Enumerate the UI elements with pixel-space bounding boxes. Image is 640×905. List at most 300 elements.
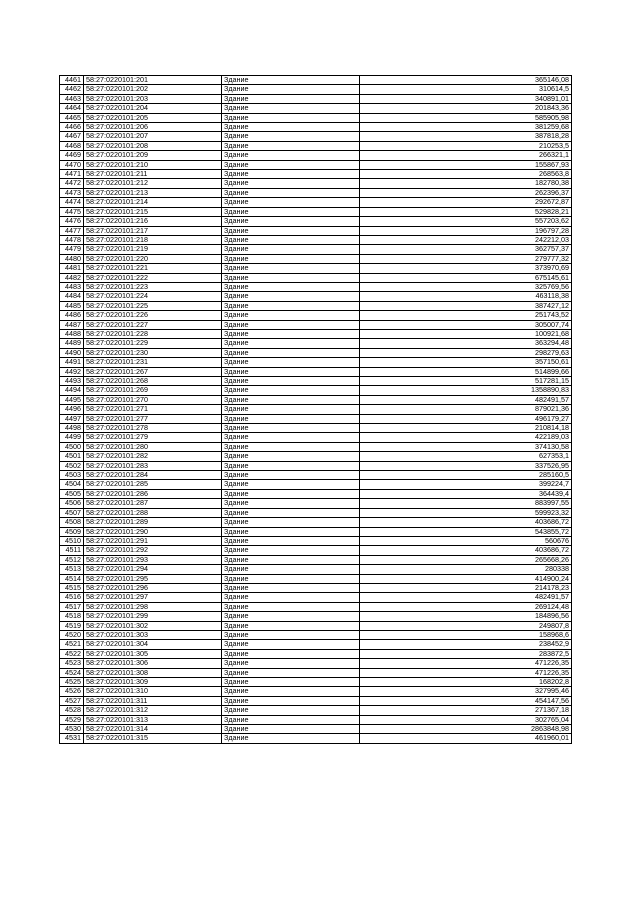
row-number-cell: 4496 <box>60 405 84 414</box>
cadastral-value-cell: 463118,38 <box>360 292 572 301</box>
cadastral-number-cell: 58:27:0220101:208 <box>84 141 222 150</box>
cadastral-value-cell: 403686,72 <box>360 546 572 555</box>
cadastral-value-cell: 471226,35 <box>360 668 572 677</box>
object-type-cell: Здание <box>222 132 360 141</box>
object-type-cell: Здание <box>222 151 360 160</box>
object-type-cell: Здание <box>222 329 360 338</box>
row-number-cell: 4491 <box>60 358 84 367</box>
object-type-cell: Здание <box>222 574 360 583</box>
object-type-cell: Здание <box>222 602 360 611</box>
cadastral-number-cell: 58:27:0220101:210 <box>84 160 222 169</box>
cadastral-value-cell: 210253,5 <box>360 141 572 150</box>
cadastral-value-cell: 387427,12 <box>360 301 572 310</box>
cadastral-number-cell: 58:27:0220101:201 <box>84 76 222 85</box>
table-row <box>60 207 572 216</box>
cadastral-number-cell: 58:27:0220101:206 <box>84 123 222 132</box>
cadastral-number-cell: 58:27:0220101:297 <box>84 593 222 602</box>
cadastral-number-cell: 58:27:0220101:219 <box>84 245 222 254</box>
object-type-cell: Здание <box>222 104 360 113</box>
row-number-cell: 4477 <box>60 226 84 235</box>
cadastral-number-cell: 58:27:0220101:287 <box>84 499 222 508</box>
table-row <box>60 471 572 480</box>
cadastral-number-cell: 58:27:0220101:291 <box>84 536 222 545</box>
cadastral-number-cell: 58:27:0220101:302 <box>84 621 222 630</box>
table-row <box>60 245 572 254</box>
row-number-cell: 4504 <box>60 480 84 489</box>
cadastral-number-cell: 58:27:0220101:213 <box>84 188 222 197</box>
object-type-cell: Здание <box>222 94 360 103</box>
row-number-cell: 4518 <box>60 612 84 621</box>
cadastral-value-cell: 529828,21 <box>360 207 572 216</box>
cadastral-number-cell: 58:27:0220101:312 <box>84 706 222 715</box>
cadastral-number-cell: 58:27:0220101:221 <box>84 264 222 273</box>
object-type-cell: Здание <box>222 76 360 85</box>
cadastral-value-cell: 2863848,98 <box>360 725 572 734</box>
table-row <box>60 508 572 517</box>
cadastral-value-cell: 271367,18 <box>360 706 572 715</box>
table-row <box>60 113 572 122</box>
table-row <box>60 160 572 169</box>
cadastral-value-cell: 585905,98 <box>360 113 572 122</box>
cadastral-value-cell: 387818,28 <box>360 132 572 141</box>
object-type-cell: Здание <box>222 377 360 386</box>
table-row <box>60 386 572 395</box>
row-number-cell: 4510 <box>60 536 84 545</box>
row-number-cell: 4473 <box>60 188 84 197</box>
row-number-cell: 4508 <box>60 518 84 527</box>
row-number-cell: 4494 <box>60 386 84 395</box>
cadastral-number-cell: 58:27:0220101:268 <box>84 377 222 386</box>
object-type-cell: Здание <box>222 320 360 329</box>
data-table <box>59 75 572 744</box>
table-row <box>60 574 572 583</box>
object-type-cell: Здание <box>222 706 360 715</box>
table-row <box>60 668 572 677</box>
table-row <box>60 367 572 376</box>
cadastral-value-cell: 266321,1 <box>360 151 572 160</box>
row-number-cell: 4465 <box>60 113 84 122</box>
row-number-cell: 4483 <box>60 282 84 291</box>
object-type-cell: Здание <box>222 433 360 442</box>
table-row <box>60 141 572 150</box>
cadastral-number-cell: 58:27:0220101:204 <box>84 104 222 113</box>
table-row <box>60 602 572 611</box>
cadastral-value-cell: 302765,04 <box>360 715 572 724</box>
object-type-cell: Здание <box>222 565 360 574</box>
row-number-cell: 4506 <box>60 499 84 508</box>
table-row <box>60 696 572 705</box>
cadastral-value-cell: 262396,37 <box>360 188 572 197</box>
cadastral-number-cell: 58:27:0220101:303 <box>84 630 222 639</box>
cadastral-value-cell: 454147,56 <box>360 696 572 705</box>
row-number-cell: 4516 <box>60 593 84 602</box>
cadastral-value-cell: 210814,18 <box>360 424 572 433</box>
object-type-cell: Здание <box>222 508 360 517</box>
row-number-cell: 4482 <box>60 273 84 282</box>
object-type-cell: Здание <box>222 687 360 696</box>
table-row <box>60 630 572 639</box>
row-number-cell: 4517 <box>60 602 84 611</box>
object-type-cell: Здание <box>222 461 360 470</box>
cadastral-number-cell: 58:27:0220101:282 <box>84 452 222 461</box>
object-type-cell: Здание <box>222 659 360 668</box>
table-row <box>60 715 572 724</box>
cadastral-number-cell: 58:27:0220101:220 <box>84 254 222 263</box>
cadastral-value-cell: 365146,08 <box>360 76 572 85</box>
cadastral-number-cell: 58:27:0220101:218 <box>84 235 222 244</box>
cadastral-number-cell: 58:27:0220101:270 <box>84 395 222 404</box>
object-type-cell: Здание <box>222 254 360 263</box>
cadastral-value-cell: 310614,5 <box>360 85 572 94</box>
object-type-cell: Здание <box>222 668 360 677</box>
row-number-cell: 4530 <box>60 725 84 734</box>
object-type-cell: Здание <box>222 536 360 545</box>
object-type-cell: Здание <box>222 621 360 630</box>
row-number-cell: 4526 <box>60 687 84 696</box>
object-type-cell: Здание <box>222 414 360 423</box>
table-row <box>60 555 572 564</box>
cadastral-number-cell: 58:27:0220101:305 <box>84 649 222 658</box>
table-row <box>60 489 572 498</box>
table-row <box>60 76 572 85</box>
row-number-cell: 4480 <box>60 254 84 263</box>
row-number-cell: 4478 <box>60 235 84 244</box>
table-row <box>60 546 572 555</box>
cadastral-number-cell: 58:27:0220101:289 <box>84 518 222 527</box>
row-number-cell: 4525 <box>60 678 84 687</box>
table-row <box>60 612 572 621</box>
row-number-cell: 4474 <box>60 198 84 207</box>
table-row <box>60 273 572 282</box>
cadastral-number-cell: 58:27:0220101:209 <box>84 151 222 160</box>
object-type-cell: Здание <box>222 583 360 592</box>
row-number-cell: 4470 <box>60 160 84 169</box>
object-type-cell: Здание <box>222 348 360 357</box>
cadastral-value-cell: 265668,26 <box>360 555 572 564</box>
table-body <box>60 76 572 744</box>
cadastral-value-cell: 514899,66 <box>360 367 572 376</box>
row-number-cell: 4466 <box>60 123 84 132</box>
table-row <box>60 433 572 442</box>
cadastral-value-cell: 675145,61 <box>360 273 572 282</box>
row-number-cell: 4507 <box>60 508 84 517</box>
object-type-cell: Здание <box>222 696 360 705</box>
table-row <box>60 320 572 329</box>
row-number-cell: 4505 <box>60 489 84 498</box>
cadastral-value-cell: 184896,56 <box>360 612 572 621</box>
object-type-cell: Здание <box>222 235 360 244</box>
row-number-cell: 4512 <box>60 555 84 564</box>
object-type-cell: Здание <box>222 273 360 282</box>
cadastral-value-cell: 414900,24 <box>360 574 572 583</box>
cadastral-value-cell: 251743,52 <box>360 311 572 320</box>
row-number-cell: 4514 <box>60 574 84 583</box>
cadastral-number-cell: 58:27:0220101:215 <box>84 207 222 216</box>
row-number-cell: 4500 <box>60 442 84 451</box>
table-row <box>60 461 572 470</box>
cadastral-number-cell: 58:27:0220101:203 <box>84 94 222 103</box>
cadastral-value-cell: 298279,63 <box>360 348 572 357</box>
object-type-cell: Здание <box>222 630 360 639</box>
object-type-cell: Здание <box>222 113 360 122</box>
row-number-cell: 4499 <box>60 433 84 442</box>
table-row <box>60 442 572 451</box>
row-number-cell: 4486 <box>60 311 84 320</box>
row-number-cell: 4529 <box>60 715 84 724</box>
cadastral-value-cell: 422189,03 <box>360 433 572 442</box>
object-type-cell: Здание <box>222 527 360 536</box>
object-type-cell: Здание <box>222 518 360 527</box>
cadastral-value-cell: 381259,68 <box>360 123 572 132</box>
object-type-cell: Здание <box>222 386 360 395</box>
row-number-cell: 4527 <box>60 696 84 705</box>
object-type-cell: Здание <box>222 282 360 291</box>
object-type-cell: Здание <box>222 442 360 451</box>
cadastral-value-cell: 557203,62 <box>360 217 572 226</box>
row-number-cell: 4498 <box>60 424 84 433</box>
row-number-cell: 4493 <box>60 377 84 386</box>
cadastral-number-cell: 58:27:0220101:285 <box>84 480 222 489</box>
table-row <box>60 254 572 263</box>
cadastral-number-cell: 58:27:0220101:283 <box>84 461 222 470</box>
cadastral-value-cell: 249807,8 <box>360 621 572 630</box>
cadastral-value-cell: 374130,58 <box>360 442 572 451</box>
cadastral-number-cell: 58:27:0220101:311 <box>84 696 222 705</box>
cadastral-value-cell: 363294,48 <box>360 339 572 348</box>
table-row <box>60 583 572 592</box>
cadastral-value-cell: 279777,32 <box>360 254 572 263</box>
row-number-cell: 4489 <box>60 339 84 348</box>
cadastral-number-cell: 58:27:0220101:269 <box>84 386 222 395</box>
cadastral-number-cell: 58:27:0220101:216 <box>84 217 222 226</box>
object-type-cell: Здание <box>222 480 360 489</box>
object-type-cell: Здание <box>222 725 360 734</box>
cadastral-value-cell: 327995,46 <box>360 687 572 696</box>
table-row <box>60 593 572 602</box>
row-number-cell: 4479 <box>60 245 84 254</box>
table-row <box>60 85 572 94</box>
cadastral-value-cell: 599923,32 <box>360 508 572 517</box>
row-number-cell: 4463 <box>60 94 84 103</box>
cadastral-value-cell: 471226,35 <box>360 659 572 668</box>
table-row <box>60 179 572 188</box>
cadastral-number-cell: 58:27:0220101:286 <box>84 489 222 498</box>
object-type-cell: Здание <box>222 226 360 235</box>
table-row <box>60 358 572 367</box>
table-row <box>60 687 572 696</box>
cadastral-value-cell: 543855,72 <box>360 527 572 536</box>
cadastral-number-cell: 58:27:0220101:207 <box>84 132 222 141</box>
cadastral-number-cell: 58:27:0220101:271 <box>84 405 222 414</box>
row-number-cell: 4501 <box>60 452 84 461</box>
table-row <box>60 565 572 574</box>
cadastral-number-cell: 58:27:0220101:295 <box>84 574 222 583</box>
object-type-cell: Здание <box>222 207 360 216</box>
table-row <box>60 217 572 226</box>
table-row <box>60 235 572 244</box>
table-row <box>60 659 572 668</box>
object-type-cell: Здание <box>222 123 360 132</box>
cadastral-value-cell: 496179,27 <box>360 414 572 423</box>
cadastral-number-cell: 58:27:0220101:293 <box>84 555 222 564</box>
object-type-cell: Здание <box>222 301 360 310</box>
cadastral-value-cell: 158968,6 <box>360 630 572 639</box>
cadastral-number-cell: 58:27:0220101:304 <box>84 640 222 649</box>
row-number-cell: 4485 <box>60 301 84 310</box>
cadastral-value-cell: 337526,95 <box>360 461 572 470</box>
row-number-cell: 4461 <box>60 76 84 85</box>
row-number-cell: 4467 <box>60 132 84 141</box>
object-type-cell: Здание <box>222 612 360 621</box>
object-type-cell: Здание <box>222 264 360 273</box>
cadastral-value-cell: 168202,8 <box>360 678 572 687</box>
row-number-cell: 4531 <box>60 734 84 743</box>
row-number-cell: 4471 <box>60 170 84 179</box>
table-row <box>60 640 572 649</box>
row-number-cell: 4524 <box>60 668 84 677</box>
cadastral-value-cell: 461960,01 <box>360 734 572 743</box>
row-number-cell: 4468 <box>60 141 84 150</box>
table-row <box>60 536 572 545</box>
table-row <box>60 226 572 235</box>
object-type-cell: Здание <box>222 198 360 207</box>
table-row <box>60 188 572 197</box>
cadastral-number-cell: 58:27:0220101:284 <box>84 471 222 480</box>
cadastral-number-cell: 58:27:0220101:217 <box>84 226 222 235</box>
table-row <box>60 452 572 461</box>
cadastral-value-cell: 362757,37 <box>360 245 572 254</box>
row-number-cell: 4490 <box>60 348 84 357</box>
cadastral-value-cell: 879021,36 <box>360 405 572 414</box>
table-row <box>60 480 572 489</box>
table-row <box>60 311 572 320</box>
row-number-cell: 4511 <box>60 546 84 555</box>
cadastral-number-cell: 58:27:0220101:299 <box>84 612 222 621</box>
object-type-cell: Здание <box>222 160 360 169</box>
object-type-cell: Здание <box>222 367 360 376</box>
table-row <box>60 706 572 715</box>
row-number-cell: 4469 <box>60 151 84 160</box>
cadastral-number-cell: 58:27:0220101:227 <box>84 320 222 329</box>
cadastral-number-cell: 58:27:0220101:278 <box>84 424 222 433</box>
cadastral-number-cell: 58:27:0220101:267 <box>84 367 222 376</box>
table-row <box>60 414 572 423</box>
row-number-cell: 4497 <box>60 414 84 423</box>
cadastral-number-cell: 58:27:0220101:225 <box>84 301 222 310</box>
object-type-cell: Здание <box>222 339 360 348</box>
table-row <box>60 734 572 743</box>
row-number-cell: 4519 <box>60 621 84 630</box>
cadastral-value-cell: 269124,48 <box>360 602 572 611</box>
cadastral-number-cell: 58:27:0220101:310 <box>84 687 222 696</box>
cadastral-value-cell: 325769,56 <box>360 282 572 291</box>
table-row <box>60 339 572 348</box>
table-row <box>60 527 572 536</box>
cadastral-value-cell: 242212,03 <box>360 235 572 244</box>
table-row <box>60 405 572 414</box>
row-number-cell: 4476 <box>60 217 84 226</box>
cadastral-value-cell: 357150,61 <box>360 358 572 367</box>
cadastral-number-cell: 58:27:0220101:230 <box>84 348 222 357</box>
table-row <box>60 424 572 433</box>
cadastral-value-cell: 482491,57 <box>360 593 572 602</box>
object-type-cell: Здание <box>222 424 360 433</box>
cadastral-number-cell: 58:27:0220101:315 <box>84 734 222 743</box>
table-row <box>60 292 572 301</box>
cadastral-number-cell: 58:27:0220101:279 <box>84 433 222 442</box>
object-type-cell: Здание <box>222 179 360 188</box>
object-type-cell: Здание <box>222 715 360 724</box>
cadastral-value-cell: 1358890,83 <box>360 386 572 395</box>
table-row <box>60 377 572 386</box>
object-type-cell: Здание <box>222 85 360 94</box>
row-number-cell: 4521 <box>60 640 84 649</box>
cadastral-number-cell: 58:27:0220101:224 <box>84 292 222 301</box>
cadastral-number-cell: 58:27:0220101:214 <box>84 198 222 207</box>
row-number-cell: 4475 <box>60 207 84 216</box>
row-number-cell: 4522 <box>60 649 84 658</box>
table-row <box>60 621 572 630</box>
table-row <box>60 264 572 273</box>
table-row <box>60 282 572 291</box>
object-type-cell: Здание <box>222 358 360 367</box>
cadastral-number-cell: 58:27:0220101:294 <box>84 565 222 574</box>
table-row <box>60 170 572 179</box>
cadastral-value-cell: 182780,38 <box>360 179 572 188</box>
row-number-cell: 4472 <box>60 179 84 188</box>
cadastral-value-cell: 292672,87 <box>360 198 572 207</box>
cadastral-value-cell: 100921,68 <box>360 329 572 338</box>
row-number-cell: 4513 <box>60 565 84 574</box>
row-number-cell: 4488 <box>60 329 84 338</box>
row-number-cell: 4515 <box>60 583 84 592</box>
cadastral-value-cell: 201843,36 <box>360 104 572 113</box>
table-row <box>60 198 572 207</box>
row-number-cell: 4523 <box>60 659 84 668</box>
object-type-cell: Здание <box>222 678 360 687</box>
cadastral-value-cell: 364439,4 <box>360 489 572 498</box>
table-row <box>60 678 572 687</box>
table-row <box>60 329 572 338</box>
object-type-cell: Здание <box>222 555 360 564</box>
row-number-cell: 4462 <box>60 85 84 94</box>
cadastral-number-cell: 58:27:0220101:296 <box>84 583 222 592</box>
table-row <box>60 649 572 658</box>
object-type-cell: Здание <box>222 734 360 743</box>
cadastral-number-cell: 58:27:0220101:223 <box>84 282 222 291</box>
table-row <box>60 104 572 113</box>
object-type-cell: Здание <box>222 546 360 555</box>
cadastral-number-cell: 58:27:0220101:308 <box>84 668 222 677</box>
cadastral-number-cell: 58:27:0220101:202 <box>84 85 222 94</box>
document-page <box>59 75 572 744</box>
cadastral-value-cell: 627353,1 <box>360 452 572 461</box>
cadastral-number-cell: 58:27:0220101:314 <box>84 725 222 734</box>
object-type-cell: Здание <box>222 217 360 226</box>
object-type-cell: Здание <box>222 593 360 602</box>
cadastral-value-cell: 340891,01 <box>360 94 572 103</box>
row-number-cell: 4495 <box>60 395 84 404</box>
row-number-cell: 4502 <box>60 461 84 470</box>
row-number-cell: 4503 <box>60 471 84 480</box>
object-type-cell: Здание <box>222 170 360 179</box>
cadastral-number-cell: 58:27:0220101:277 <box>84 414 222 423</box>
cadastral-number-cell: 58:27:0220101:211 <box>84 170 222 179</box>
row-number-cell: 4492 <box>60 367 84 376</box>
table-row <box>60 151 572 160</box>
object-type-cell: Здание <box>222 395 360 404</box>
object-type-cell: Здание <box>222 499 360 508</box>
